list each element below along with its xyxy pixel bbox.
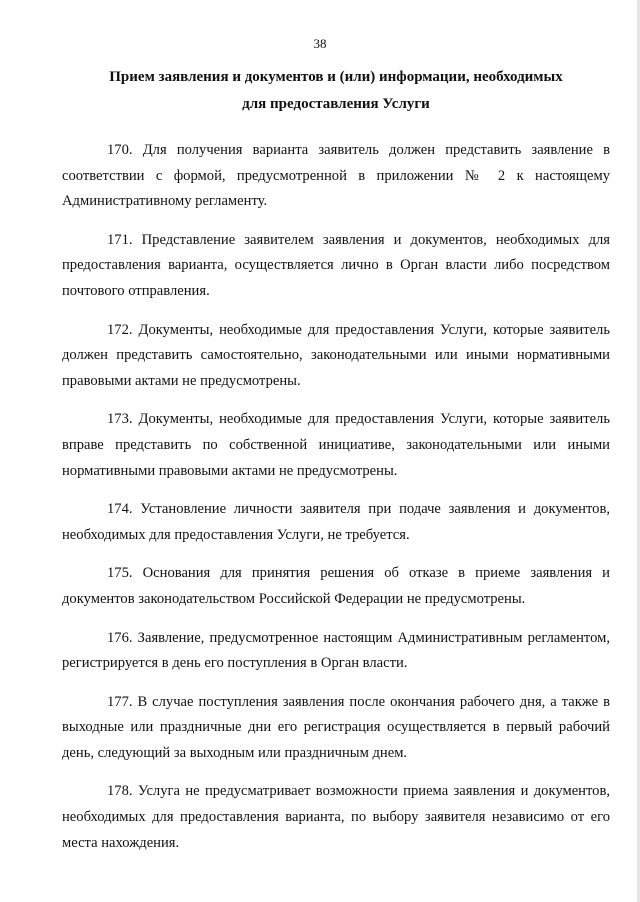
heading-line-1: Прием заявления и документов и (или) информации, необходимых: [109, 69, 563, 85]
paragraph-171: 171. Представление заявителем заявления и документов, необходимых для предоставления варианта, осуществляется лично в Орган власти либо посредством почтового отправления.: [62, 231, 610, 299]
section-heading: [60, 64, 612, 118]
body-text: [62, 138, 610, 869]
paragraph-178: 178. Услуга не предусматривает возможности приема заявления и документов, необходимых для предоставления варианта, по выбору заявителя независимо от его места нахождения.: [62, 783, 610, 851]
page-number: 38: [313, 36, 327, 51]
heading-line-2: для предоставления Услуги: [242, 96, 430, 112]
paragraph-174: 174. Установление личности заявителя при подаче заявления и документов, необходимых для предоставления Услуги, не требуется.: [62, 501, 610, 543]
paragraph-173: 173. Документы, необходимые для предоставления Услуги, которые заявитель вправе представить по собственной инициативе, законодательными или иными нормативными правовыми актами не предусмотрены.: [62, 411, 610, 479]
paragraph-175: 175. Основания для принятия решения об отказе в приеме заявления и документов законодательством Российской Федерации не предусмотрены.: [62, 565, 610, 607]
paragraph-176: 176. Заявление, предусмотренное настоящим Административным регламентом, регистрируется в день его поступления в Орган власти.: [62, 629, 610, 672]
paragraph-172: 172. Документы, необходимые для предоставления Услуги, которые заявитель должен представить самостоятельно, законодательными или иными нормативными правовыми актами не предусмотрены.: [62, 321, 610, 389]
paragraph-170: 170. Для получения варианта заявитель должен представить заявление в соответствии с формой, предусмотренной в приложении № 2 к настоящему Административному регламенту.: [62, 142, 610, 210]
paragraph-177: 177. В случае поступления заявления после окончания рабочего дня, а также в выходные или праздничные дни его регистрация осуществляется в первый рабочий день, следующий за выходным или праздничным днем.: [62, 693, 610, 761]
